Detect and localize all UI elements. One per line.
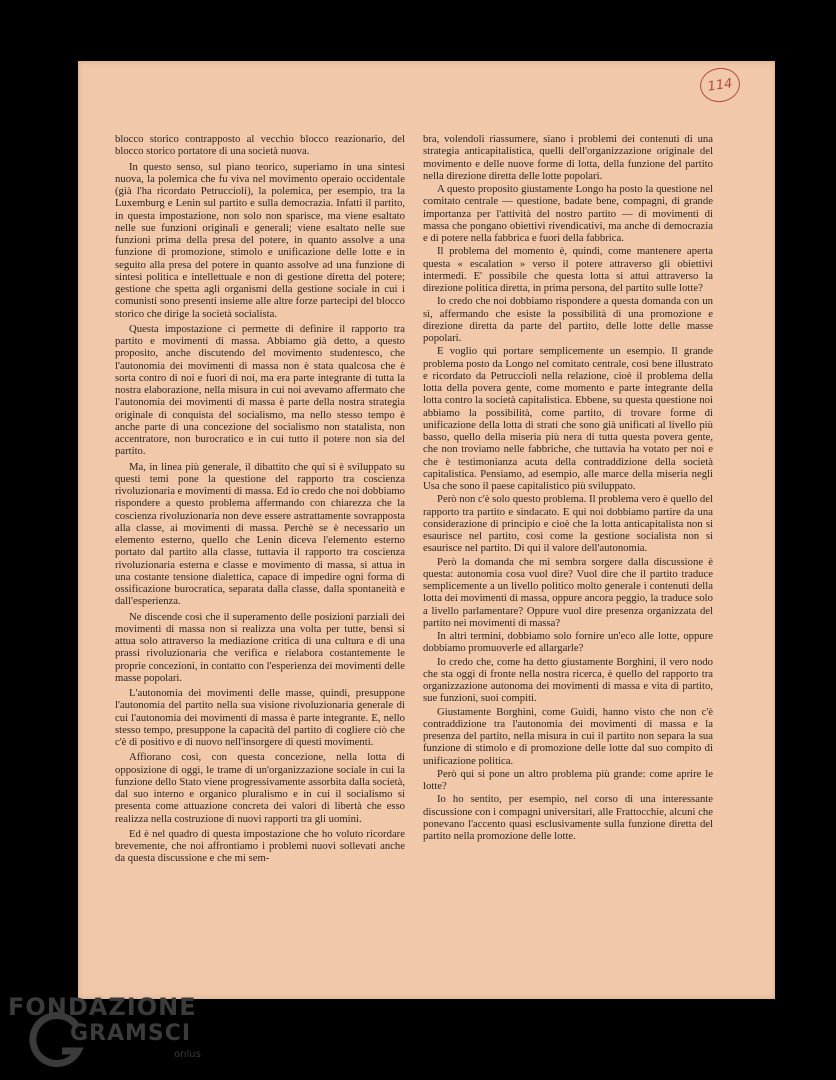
watermark-line3: onlus [174,1049,201,1060]
paragraph: Il problema del momento è, quindi, come mantenere aperta questa « escalation » verso il potere attraverso gli obiettivi intermedi. E' possibile che questa lotta si attui attraverso la direzione politica diretta, in prima persona, del partito sulle lotte? [423,245,713,294]
watermark-line2: GRAMSCI [70,1021,192,1046]
left-text-column [115,133,405,866]
paragraph: Affiorano così, con questa concezione, nella lotta di opposizione di oggi, le trame di un'organizzazione sociale in cui la funzione dello Stato viene progressivamente assorbita dalla società, dal suo interno e organico pluralismo e in cui il socialismo si presenta come attuazione concreta dei valori di libertà che esso realizza nella costruzione di nuovi rapporti tra gli uomini. [115,751,405,825]
paragraph: Però non c'è solo questo problema. Il problema vero è quello del rapporto tra partito e sindacato. E qui noi dobbiamo partire da una considerazione di principio e cioè che la lotta anticapitalista non si esaurisce nel partito, così come la gestione socialista non si esaurisce nel partito. Di qui il valore dell'autonomia. [423,493,713,555]
paragraph: Però la domanda che mi sembra sorgere dalla discussione è questa: autonomia cosa vuol dire? Vuol dire che il partito traduce semplicemente a un livello politico molto generale i contenuti della lotta dei movimenti di massa, oppure ancora peggio, la traduce solo a livello parlamentare? Oppure vuol dire presenza organizzata del partito nei movimenti di massa? [423,555,713,629]
paragraph: Io ho sentito, per esempio, nel corso di una interessante discussione con i compagni universitari, alle Frattocchie, alcuni che ponevano l'accento quasi esclusivamente sulla funzione diretta del partito nella promozione delle lotte. [423,793,713,842]
paragraph: Questa impostazione ci permette di definire il rapporto tra partito e movimenti di massa. Abbiamo già detto, a questo proposito, anche discutendo del movimento studentesco, che l'autonomia dei movimenti di massa non è stata qualcosa che è sorta contro di noi e fuori di noi, ma era parte integrante di tutta la nostra elaborazione, nella misura in cui noi avevamo affermato che l'autonomia dei movimenti di massa è parte della nostra strategia originale di conquista del socialismo, ma nello stesso tempo è anche parte di una concezione del socialismo non statalista, non accentratore, non burocratico e in cui tutto il potere non sia del partito. [115,322,405,458]
fondazione-gramsci-watermark [0,985,230,1080]
document-page [78,61,775,999]
right-text-column [423,133,713,843]
paragraph: In altri termini, dobbiamo solo fornire un'eco alle lotte, oppure dobbiamo promuoverle ed allargarle? [423,630,713,655]
paragraph: E voglio qui portare semplicemente un esempio. Il grande problema posto da Longo nel comitato centrale, così bene illustrato e ricordato da Petruccioli nella relazione, cioè il problema della lotta della povera gente, come momento e parte integrante della lotta contro la società capitalistica. Ebbene, su questa questione noi abbiamo la possibilità, come partito, di trovare forme di unificazione della lotta di strati che sono già unificati al livello più basso, quello della miseria più nera di tutta questa povera gente, che non troviamo nelle fabbriche, che tuttavia ha votato per noi e che è testimonianza acuta della contraddizione della società capitalistica. Pensiamo, ad esempio, alle marce della miseria negli Usa che sono il paese capitalistico più sviluppato. [423,345,713,492]
paragraph: Però qui si pone un altro problema più grande: come aprire le lotte? [423,767,713,792]
page-number-stamp: 114 [698,65,742,104]
paragraph: L'autonomia dei movimenti delle masse, quindi, presuppone l'autonomia del partito nella sua visione rivoluzionaria generale di cui l'autonomia dei movimenti di massa è parte integrante. E, nello stesso tempo, presuppone la capacità del partito di cogliere ciò che c'è di positivo e di nuovo nell'insorgere di questi movimenti. [115,687,405,748]
paragraph: bra, volendoli riassumere, siano i problemi dei contenuti di una strategia anticapitalistica, quelli dell'organizzazione originale del movimento e delle nuove forme di lotta, della funzione del partito nella direzione diretta delle lotte popolari. [423,133,713,182]
paragraph: Ne discende così che il superamento delle posizioni parziali dei movimenti di massa non si realizza una volta per tutte, bensì si attua solo attraverso la mediazione critica di una cultura e di una prassi rivoluzionaria che verifica e rielabora costantemente le proprie concezioni, in contatto con l'esperienza dei movimenti delle masse popolari. [115,610,405,684]
paragraph: Ma, in linea più generale, il dibattito che qui si è sviluppato su questi temi pone la questione del rapporto tra coscienza rivoluzionaria e movimenti di massa. Ed io credo che noi dobbiamo rispondere a questo problema affermando con chiarezza che la coscienza rivoluzionaria non deve essere astrattamente sovrapposta alla classe, ai movimenti di massa. Perchè se è necessario un elemento esterno, quello che Lenin diceva l'elemento esterno portato dal partito alla classe, tuttavia il rapporto tra coscienza rivoluzionaria esterna e classe e movimento di massa, si attua in una costante tensione dialettica, capace di impedire ogni forma di ossificazione burocratica, separata dalla classe, dalla spontaneità e dall'esperienza. [115,460,405,608]
paragraph: Giustamente Borghini, come Guidi, hanno visto che non c'è contraddizione tra l'autonomia dei movimenti di massa e la presenza del partito, nella misura in cui il partito non separa la sua funzione di stimolo e di promozione delle lotte dal suo compito di unificazione politica. [423,705,713,767]
paragraph: Io credo che noi dobbiamo rispondere a questa domanda con un sì, affermando che esiste la possibilità di una promozione e direzione diretta da parte del partito, delle lotte delle masse popolari. [423,295,713,344]
paragraph: A questo proposito giustamente Longo ha posto la questione nel comitato centrale — questione, badate bene, compagni, di grande importanza per l'attività del nostro partito — di movimenti di massa che pongano obiettivi rivendicativi, ma anche di democrazia e di potere nella fabbrica e fuori della fabbrica. [423,183,713,244]
paragraph: blocco storico contrapposto al vecchio blocco reazionario, del blocco storico portatore di una società nuova. [115,133,405,158]
watermark-line1: FONDAZIONE [8,993,197,1021]
paragraph: In questo senso, sul piano teorico, superiamo in una sintesi nuova, la polemica che fu viva nel movimento operaio occidentale (già l'ha ricordato Petruccioli), la polemica, per esempio, tra la Luxemburg e Lenin sul partito e sulla democrazia. Infatti il partito, in questa impostazione, non solo non sparisce, ma viene esaltato nelle sue funzioni originali e generali; viene esaltato nelle sue funzioni prima della presa del potere, in quanto assolve a una funzione di promozione, stimolo e unificazione delle lotte e in seguito alla presa del potere in quanto assolve ad una funzione di sintesi politica e intellettuale e non di gestione diretta del potere; gestione che spetta agli organismi della gestione sociale in cui i comunisti sono presenti insieme alle altre forze partecipi del blocco storico che dirige la società socialista. [115,160,405,320]
paragraph: Ed è nel quadro di questa impostazione che ho voluto ricordare brevemente, che noi affrontiamo i problemi nuovi sollevati anche da questa discussione e che mi sem- [115,827,405,865]
paragraph: Io credo che, come ha detto giustamente Borghini, il vero nodo che sta oggi di fronte nella nostra ricerca, è quello del rapporto tra organizzazione autonoma dei movimenti di massa e vita di partito, sue funzioni, suoi compiti. [423,655,713,705]
